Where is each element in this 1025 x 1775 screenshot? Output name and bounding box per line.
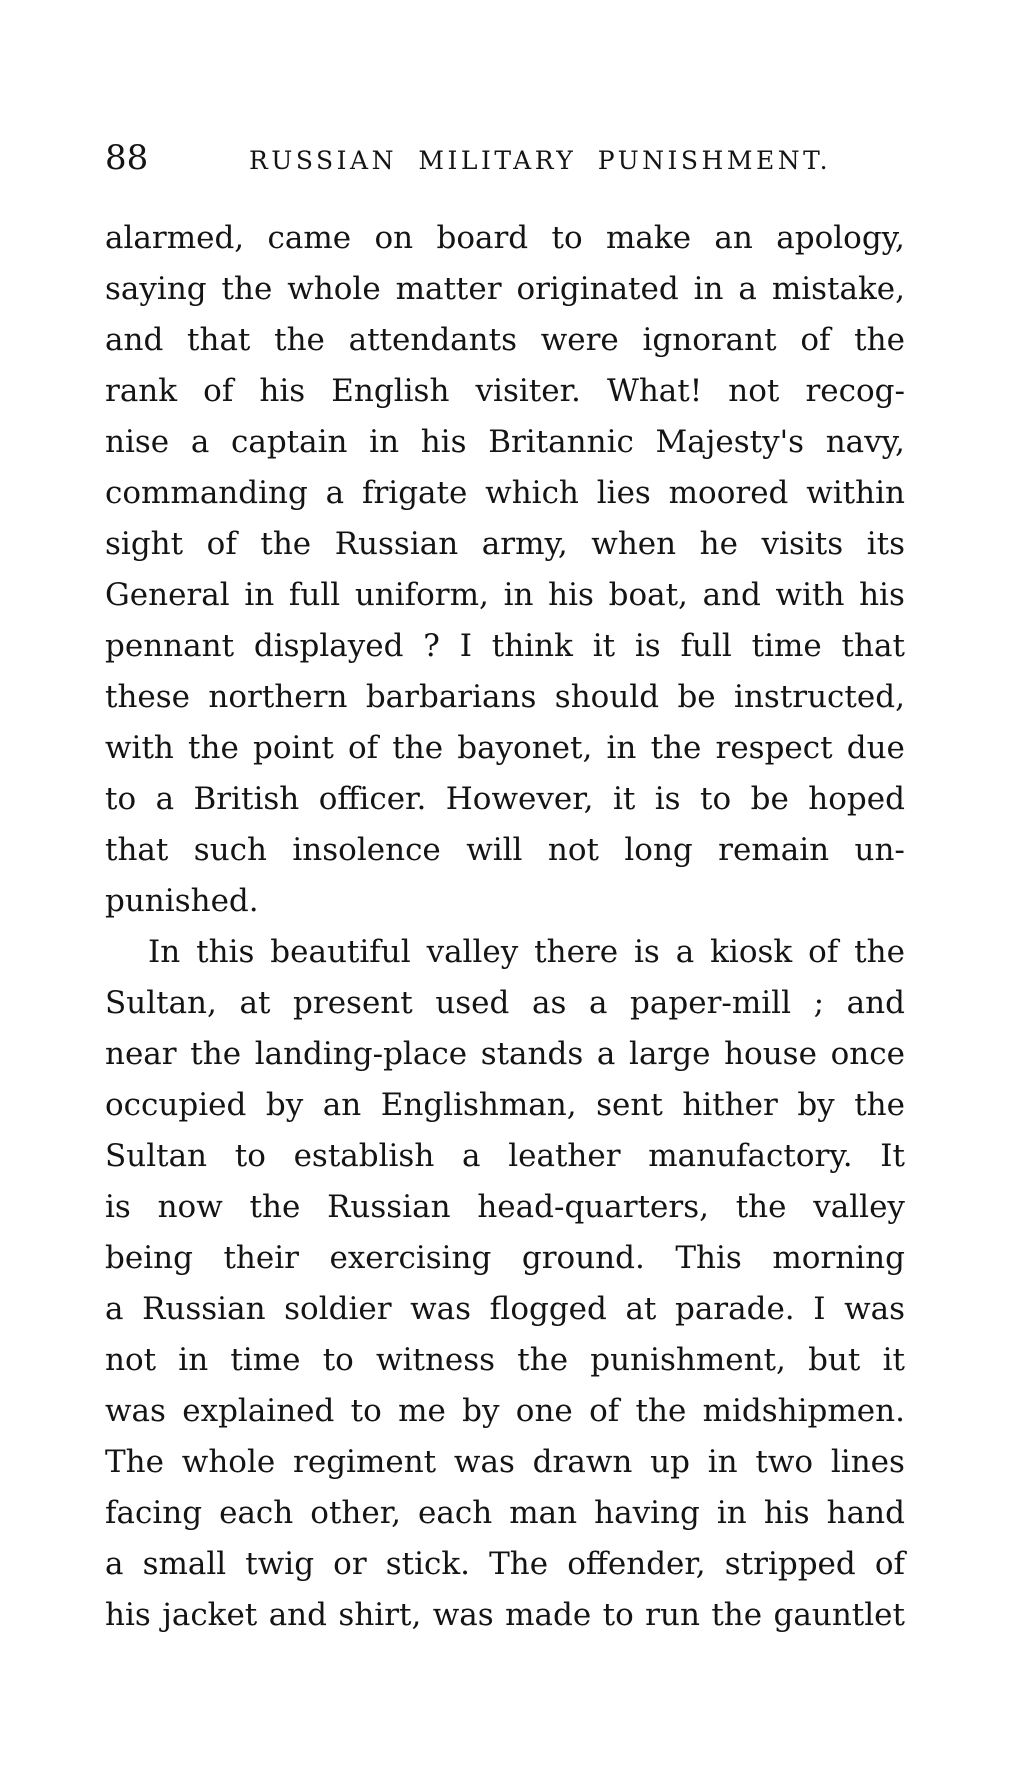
running-head: RUSSIAN MILITARY PUNISHMENT. [248,146,832,175]
text-line: that such insolence will not long remain un- [105,832,905,868]
text-line: a Russian soldier was flogged at parade. I was [105,1291,905,1327]
text-line: alarmed, came on board to make an apology, [105,220,905,256]
text-line: The whole regiment was drawn up in two lines [105,1444,905,1480]
text-line: to a British officer. However, it is to be hoped [105,781,905,817]
text-line: punished. [105,883,259,919]
text-line: his jacket and shirt, was made to run the gauntlet [105,1597,905,1633]
text-line: was explained to me by one of the midshipmen. [105,1393,905,1429]
text-line: and that the attendants were ignorant of the [105,322,905,358]
text-line: pennant displayed ? I think it is full time that [105,628,905,664]
text-line: commanding a frigate which lies moored within [105,475,905,511]
text-line: these northern barbarians should be instructed, [105,679,905,715]
text-line: Sultan to establish a leather manufactory. It [105,1138,905,1174]
text-line: General in full uniform, in his boat, and with his [105,577,905,613]
text-line: sight of the Russian army, when he visits its [105,526,905,562]
text-line: saying the whole matter originated in a mistake, [105,271,905,307]
page-body [105,213,905,1641]
page-header [105,136,905,180]
text-line: In this beautiful valley there is a kiosk of the [148,934,905,970]
text-line: occupied by an Englishman, sent hither by the [105,1087,905,1123]
page-number: 88 [105,138,149,178]
text-line: nise a captain in his Britannic Majesty's navy, [105,424,905,460]
text-line: Sultan, at present used as a paper-mill ; and [105,985,905,1021]
text-line: facing each other, each man having in his hand [105,1495,905,1531]
text-line: rank of his English visiter. What! not recog- [105,373,905,409]
text-line: a small twig or stick. The offender, stripped of [105,1546,905,1582]
text-line: being their exercising ground. This morning [105,1240,905,1276]
text-line: is now the Russian head-quarters, the valley [105,1189,905,1225]
text-line: near the landing-place stands a large house once [105,1036,905,1072]
text-line: with the point of the bayonet, in the respect due [105,730,905,766]
text-line: not in time to witness the punishment, but it [105,1342,905,1378]
